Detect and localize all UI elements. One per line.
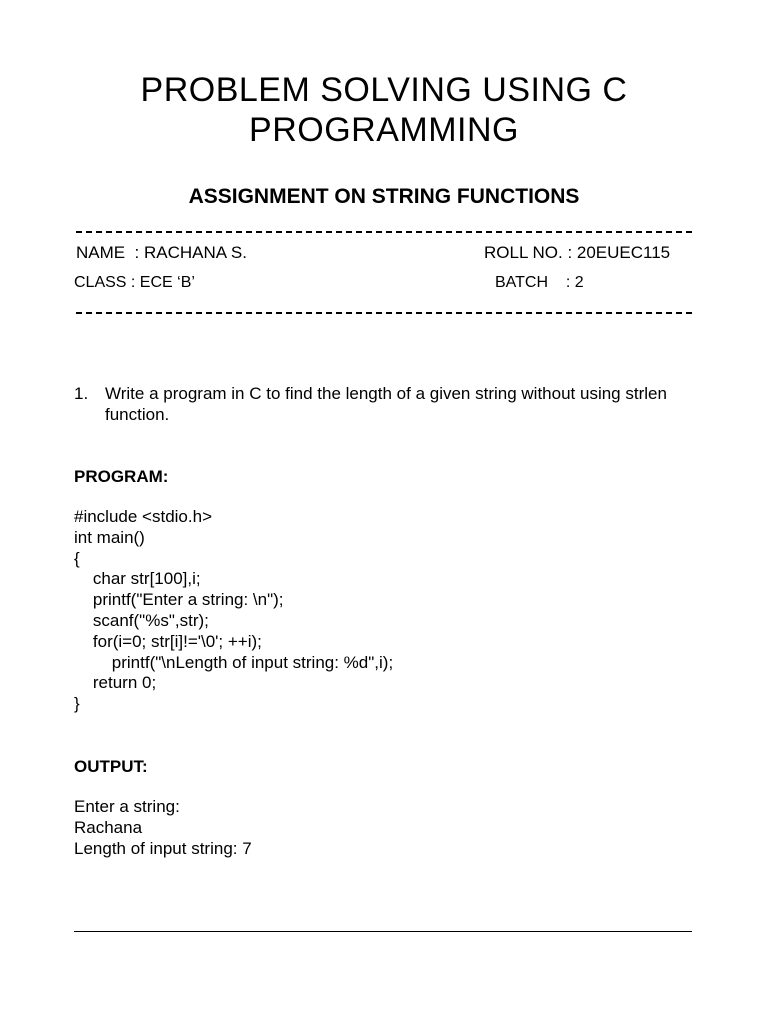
program-code (74, 507, 393, 715)
question-item (74, 383, 704, 425)
code-line: return 0; (74, 673, 157, 693)
output-line: Length of input string: 7 (74, 839, 252, 858)
program-heading: PROGRAM: (74, 467, 169, 486)
assignment-subtitle: ASSIGNMENT ON STRING FUNCTIONS (188, 185, 580, 208)
title-line-2: PROGRAMMING (249, 111, 519, 149)
code-line: for(i=0; str[i]!='\0'; ++i); (74, 631, 262, 651)
output-heading: OUTPUT: (74, 757, 148, 776)
program-output (74, 796, 252, 859)
student-name: NAME : RACHANA S. (76, 243, 247, 262)
title-line-1: PROBLEM SOLVING USING C (140, 71, 628, 109)
dashed-separator-bottom (76, 312, 692, 314)
batch-info: BATCH : 2 (495, 274, 584, 291)
code-line: scanf("%s",str); (74, 610, 209, 630)
code-line: int main() (74, 527, 145, 547)
code-line: { (74, 548, 80, 568)
question-number: 1. (74, 384, 89, 403)
document-title (0, 70, 768, 150)
code-line: #include <stdio.h> (74, 507, 212, 526)
class-info: CLASS : ECE ‘B’ (74, 274, 195, 291)
question-text: Write a program in C to find the length of a given string without using strlen function. (105, 384, 667, 424)
output-line: Rachana (74, 818, 143, 837)
code-line: } (74, 694, 80, 714)
roll-number: ROLL NO. : 20EUEC115 (484, 243, 671, 262)
code-line: printf("\nLength of input string: %d",i); (74, 652, 394, 672)
code-line: char str[100],i; (74, 569, 201, 589)
dashed-separator-top (76, 231, 692, 233)
bottom-rule (74, 931, 692, 932)
code-line: printf("Enter a string: \n"); (74, 590, 284, 610)
output-line: Enter a string: (74, 797, 180, 816)
